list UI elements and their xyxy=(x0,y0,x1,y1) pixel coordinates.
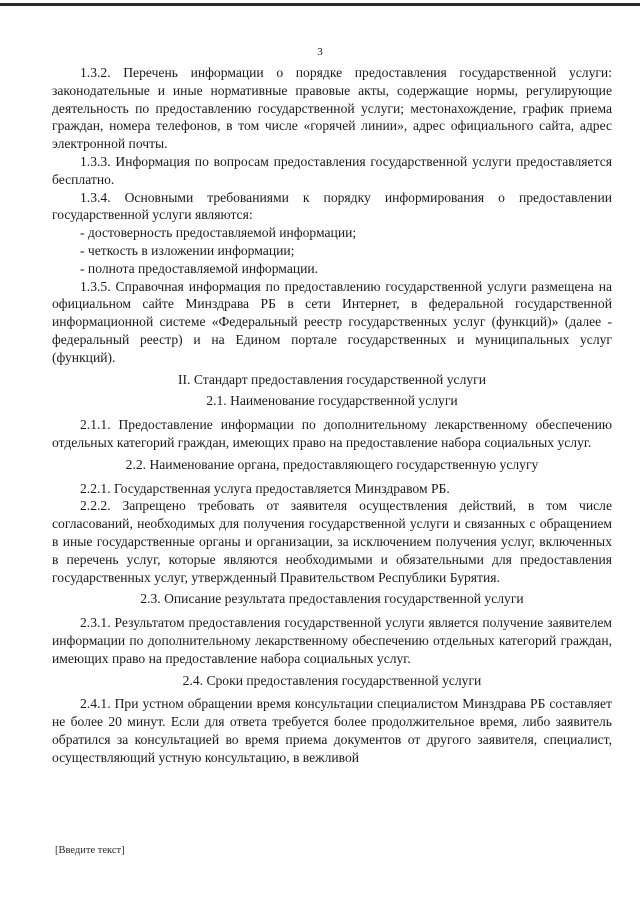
paragraph-1-3-4: 1.3.4. Основными требованиями к порядку информирования о предоставлении государственной услуги являются: xyxy=(52,189,612,223)
subsection-heading-2-4: 2.4. Сроки предоставления государственной услуги xyxy=(182,672,482,688)
list-item: - достоверность предоставляемой информации; xyxy=(80,225,357,241)
subsection-heading-2-3: 2.3. Описание результата предоставления государственной услуги xyxy=(140,591,524,607)
list-item: - полнота предоставляемой информации. xyxy=(80,260,319,276)
document-body xyxy=(52,64,612,766)
paragraph-2-1-1: 2.1.1. Предоставление информации по дополнительному лекарственному обеспечению отдельных категорий граждан, имеющих право на предоставление набора социальных услуг. xyxy=(52,417,612,450)
paragraph-1-3-3: 1.3.3. Информация по вопросам предоставления государственной услуги предоставляется бесплатно. xyxy=(52,153,612,187)
subsection-heading-2-2: 2.2. Наименование органа, предоставляющего государственную услугу xyxy=(125,456,539,472)
paragraph-2-3-1: 2.3.1. Результатом предоставления государственной услуги является получение заявителем информации по дополнительному лекарственному обеспечению отдельных категорий граждан, имеющих право на предоставление набора социальных услуг. xyxy=(52,615,612,666)
paragraph-2-2-2: 2.2.2. Запрещено требовать от заявителя осуществления действий, в том числе согласований, необходимых для получения государственной услуги и связанных с обращением в иные государственные органы и организации, за исключением получения услуг, включенных в перечень услуг, которые являются необходимыми и обязательными для предоставления государственных услуг, утвержденный Правительством Республики Бурятия. xyxy=(52,498,612,585)
top-border-line xyxy=(0,3,640,6)
paragraph-1-3-2: 1.3.2. Перечень информации о порядке предоставления государственной услуги: законодательные и иные нормативные правовые акты, содержащие нормы, регулирующие деятельность по предоставлению государственной услуги; местонахождение, график приема граждан, номера телефонов, в том числе «горячей линии», адрес официального сайта, адрес электронной почты. xyxy=(52,65,612,152)
paragraph-2-4-1: 2.4.1. При устном обращении время консультации специалистом Минздрава РБ составляет не более 20 минут. Если для ответа требуется более продолжительное время, либо заявитель обратился за консультацией во время приема документов от другого заявителя, специалист, осуществляющий устную консультацию, в вежливой xyxy=(52,696,612,765)
footer-placeholder: [Введите текст] xyxy=(55,845,125,856)
section-heading-ii: II. Стандарт предоставления государственной услуги xyxy=(177,371,486,387)
subsection-heading-2-1: 2.1. Наименование государственной услуги xyxy=(206,393,458,409)
paragraph-2-2-1: 2.2.1. Государственная услуга предоставляется Минздравом РБ. xyxy=(80,480,450,496)
paragraph-1-3-5: 1.3.5. Справочная информация по предоставлению государственной услуги размещена на официальном сайте Минздрава РБ в сети Интернет, в федеральной государственной информационной системе «Федеральный реестр государственных услуг (функций)» (далее - федеральный реестр) и на Едином портале государственных и муниципальных услуг (функций). xyxy=(52,278,612,365)
list-item: - четкость в изложении информации; xyxy=(80,242,295,258)
page-number: 3 xyxy=(317,46,323,58)
